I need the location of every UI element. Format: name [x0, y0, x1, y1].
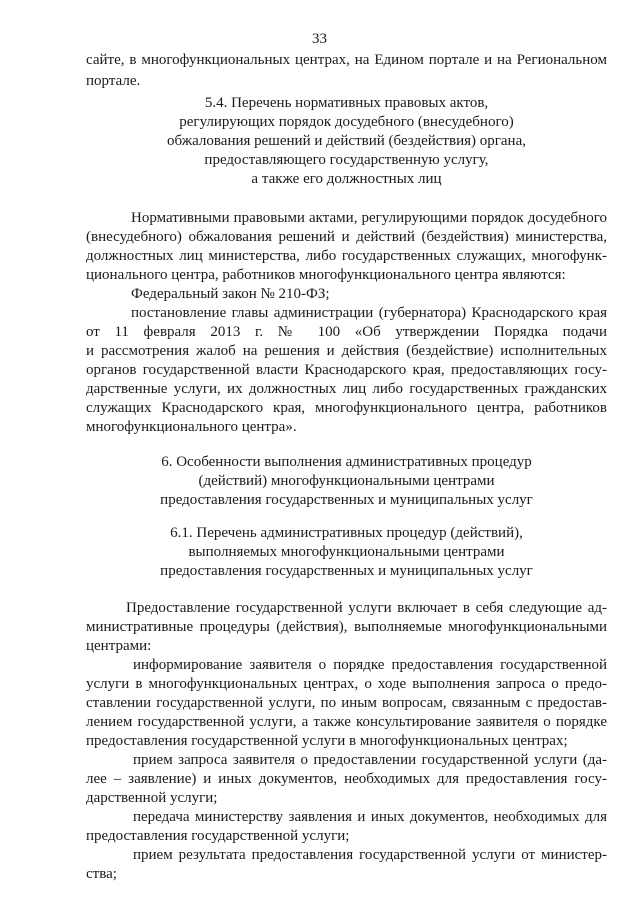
- section-heading-line: а также его должностных лиц: [251, 171, 442, 187]
- section-heading-line: 6. Особенности выполнения административных процедур: [161, 454, 532, 470]
- text-line: дарственные услуги, их должностных лиц либо государственных гражданских: [86, 381, 607, 397]
- text-line: Нормативными правовыми актами, регулирующими порядок досудебного: [131, 210, 607, 226]
- page-number: 33: [312, 31, 327, 47]
- text-line: должностных лиц министерства, либо государственных служащих, многофунк-: [86, 248, 607, 264]
- text-line: постановление главы администрации (губернатора) Краснодарского края: [131, 305, 607, 321]
- text-line: Предоставление государственной услуги включает в себя следующие ад-: [126, 600, 607, 616]
- text-line: прием запроса заявителя о предоставлении государственной услуги (да-: [133, 752, 607, 768]
- text-line: ства;: [86, 866, 117, 882]
- text-line: услуги в многофункциональных центрах, о ходе выполнения запроса о предо-: [86, 676, 607, 692]
- section-heading-line: выполняемых многофункциональными центрами: [188, 544, 505, 560]
- text-line: лее – заявление) и иных документов, необходимых для предоставления госу-: [86, 771, 607, 787]
- text-line: лением государственной услуги, а также консультирование заявителя о порядке: [86, 714, 607, 730]
- text-line: передача министерству заявления и иных документов, необходимых для: [133, 809, 607, 825]
- text-line: от 11 февраля 2013 г. № 100 «Об утверждении Порядка подачи: [86, 324, 607, 340]
- section-heading-line: обжалования решений и действий (бездействия) органа,: [167, 133, 526, 149]
- text-line: ставлении государственной услуги, по иным вопросам, связанным с предостав-: [86, 695, 607, 711]
- section-heading-line: предоставляющего государственную услугу,: [204, 152, 489, 168]
- text-line: многофункционального центра».: [86, 419, 297, 435]
- section-heading-line: предоставления государственных и муниципальных услуг: [160, 563, 533, 579]
- text-line: сайте, в многофункциональных центрах, на Едином портале и на Региональном: [86, 52, 607, 68]
- text-line: центрами:: [86, 638, 152, 654]
- text-line: дарственной услуги;: [86, 790, 218, 806]
- text-line: ционального центра, работников многофункционального центра являются:: [86, 267, 566, 283]
- text-line: органов государственной власти Краснодарского края, предоставляющих госу-: [86, 362, 607, 378]
- section-heading-line: 6.1. Перечень административных процедур (действий),: [170, 525, 523, 541]
- section-heading-line: (действий) многофункциональными центрами: [198, 473, 495, 489]
- text-line: информирование заявителя о порядке предоставления государственной: [133, 657, 607, 673]
- text-line: Федеральный закон № 210-ФЗ;: [131, 286, 330, 302]
- text-line: (внесудебного) обжалования решений и действий (бездействия) министерства,: [86, 229, 607, 245]
- section-heading-line: предоставления государственных и муниципальных услуг: [160, 492, 533, 508]
- text-line: предоставления государственной услуги;: [86, 828, 350, 844]
- text-line: прием результата предоставления государственной услуги от министер-: [133, 847, 607, 863]
- text-line: служащих Краснодарского края, многофункционального центра, работников: [86, 400, 607, 416]
- text-line: и рассмотрения жалоб на решения и действия (бездействие) исполнительных: [86, 343, 607, 359]
- text-line: предоставления государственной услуги в многофункциональных центрах;: [86, 733, 568, 749]
- section-heading-line: регулирующих порядок досудебного (внесудебного): [179, 114, 514, 130]
- text-line: министративные процедуры (действия), выполняемые многофункциональными: [86, 619, 607, 635]
- section-heading-line: 5.4. Перечень нормативных правовых актов,: [204, 95, 489, 111]
- text-line: портале.: [86, 73, 141, 89]
